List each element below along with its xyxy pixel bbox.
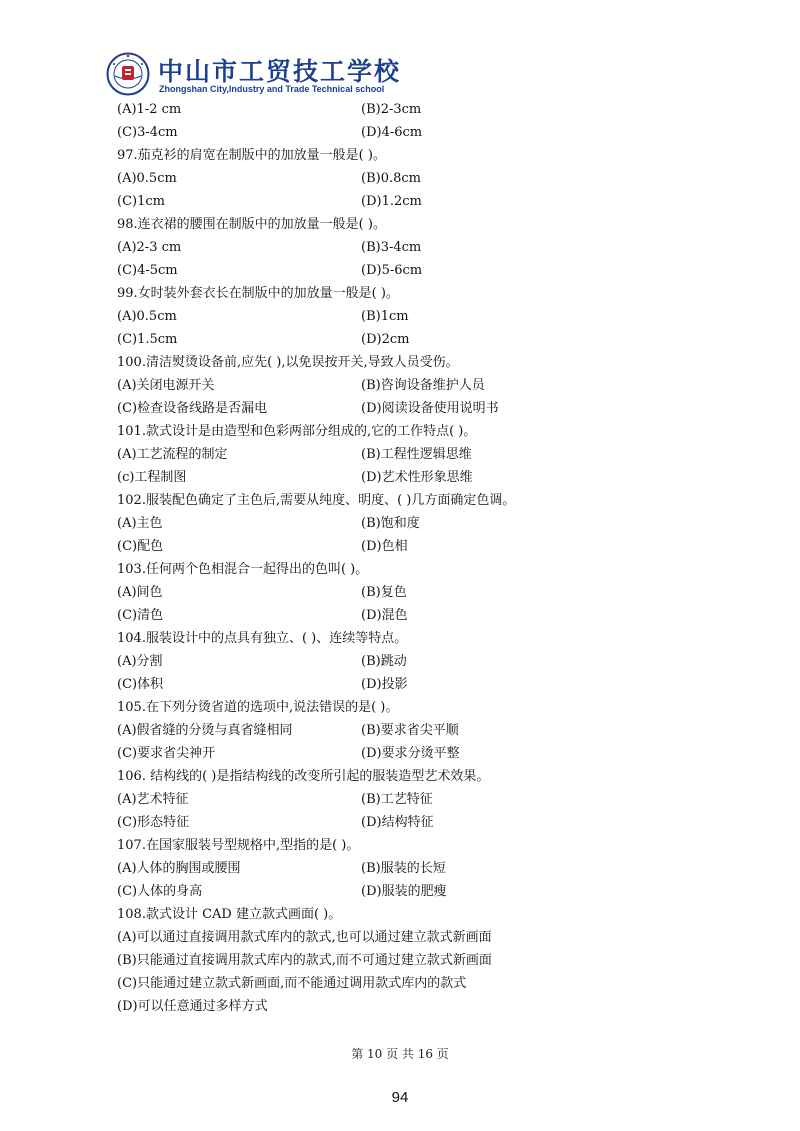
- school-name-english: Zhongshan City,Industry and Trade Technical school: [159, 84, 385, 94]
- option-right: (B)跳动: [361, 654, 407, 669]
- option-row: [117, 236, 697, 259]
- option-right: (B)服装的长短: [361, 861, 446, 876]
- option-right: (D)要求分烫平整: [361, 746, 460, 761]
- option-left: (A)人体的胸围或腰围: [117, 861, 241, 876]
- option-left: (C)形态特征: [117, 815, 190, 830]
- option-left: (A)1-2 cm: [117, 102, 182, 117]
- option-left: (A)主色: [117, 516, 163, 531]
- option-row: [117, 121, 697, 144]
- question-text: 100.清洁熨烫设备前,应先( ),以免误按开关,导致人员受伤。: [117, 355, 459, 370]
- question-text: 103.任何两个色相混合一起得出的色叫( )。: [117, 562, 369, 577]
- option-left: (A)艺术特征: [117, 792, 189, 807]
- option-left: (C)3-4cm: [117, 125, 178, 140]
- option-row: [117, 98, 697, 121]
- option-left: (A)关闭电源开关: [117, 378, 215, 393]
- option-right: (D)服装的肥瘦: [361, 884, 447, 899]
- school-header: [106, 52, 446, 100]
- option-row: [117, 857, 697, 880]
- question-text: 102.服装配色确定了主色后,需要从纯度、明度、( )几方面确定色调。: [117, 493, 516, 508]
- question-text: 105.在下列分烫省道的选项中,说法错误的是( )。: [117, 700, 399, 715]
- option-left: (c)工程制图: [117, 470, 187, 485]
- option-right: (D)结构特征: [361, 815, 434, 830]
- option-right: (B)要求省尖平顺: [361, 723, 459, 738]
- school-name: 中山市工贸技工学校: [158, 57, 402, 86]
- page-info: 第 10 页 共 16 页: [351, 1047, 449, 1061]
- option-row: [117, 811, 697, 834]
- option-right: (D)艺术性形象思维: [361, 470, 473, 485]
- option-row: [117, 650, 697, 673]
- option-left: (A)假省缝的分烫与真省缝相同: [117, 723, 293, 738]
- option-left: (C)1.5cm: [117, 332, 178, 347]
- option-right: (D)色相: [361, 539, 408, 554]
- option-right: (B)0.8cm: [361, 171, 421, 186]
- question-text: 97.茄克衫的肩宽在制版中的加放量一般是( )。: [117, 148, 386, 163]
- option-right: (D)投影: [361, 677, 408, 692]
- option-row: [117, 880, 697, 903]
- option-row: [117, 673, 697, 696]
- option-row: [117, 512, 697, 535]
- question-text: (A)可以通过直接调用款式库内的款式,也可以通过建立款式新画面: [117, 930, 492, 945]
- option-row: [117, 443, 697, 466]
- question-text: 104.服装设计中的点具有独立、( )、连续等特点。: [117, 631, 408, 646]
- option-left: (A)间色: [117, 585, 163, 600]
- option-right: (D)5-6cm: [361, 263, 423, 278]
- option-row: [117, 742, 697, 765]
- option-right: (D)阅读设备使用说明书: [361, 401, 499, 416]
- option-right: (B)3-4cm: [361, 240, 422, 255]
- option-row: [117, 190, 697, 213]
- option-right: (D)2cm: [361, 332, 410, 347]
- option-row: [117, 535, 697, 558]
- option-right: (D)混色: [361, 608, 408, 623]
- question-text: (B)只能通过直接调用款式库内的款式,而不可通过建立款式新画面: [117, 953, 492, 968]
- option-left: (C)要求省尖神开: [117, 746, 216, 761]
- option-left: (A)分割: [117, 654, 163, 669]
- option-right: (B)工艺特征: [361, 792, 433, 807]
- option-row: [117, 581, 697, 604]
- option-right: (B)1cm: [361, 309, 409, 324]
- page-number: 94: [391, 1089, 409, 1106]
- option-row: [117, 328, 697, 351]
- option-row: [117, 397, 697, 420]
- option-right: (D)1.2cm: [361, 194, 422, 209]
- option-row: [117, 374, 697, 397]
- option-row: [117, 466, 697, 489]
- option-left: (A)0.5cm: [117, 171, 177, 186]
- option-left: (C)清色: [117, 608, 164, 623]
- question-text: 98.连衣裙的腰围在制版中的加放量一般是( )。: [117, 217, 386, 232]
- option-right: (D)4-6cm: [361, 125, 423, 140]
- option-right: (B)工程性逻辑思维: [361, 447, 472, 462]
- option-right: (B)复色: [361, 585, 407, 600]
- school-logo-icon: [106, 52, 150, 96]
- option-left: (C)检查设备线路是否漏电: [117, 401, 268, 416]
- option-left: (A)0.5cm: [117, 309, 177, 324]
- option-row: [117, 167, 697, 190]
- question-text: 107.在国家服装号型规格中,型指的是( )。: [117, 838, 360, 853]
- option-row: [117, 259, 697, 282]
- question-text: 108.款式设计 CAD 建立款式画面( )。: [117, 907, 342, 922]
- option-left: (C)4-5cm: [117, 263, 178, 278]
- option-left: (C)配色: [117, 539, 164, 554]
- option-left: (A)工艺流程的制定: [117, 447, 228, 462]
- option-row: [117, 788, 697, 811]
- question-text: 99.女时装外套衣长在制版中的加放量一般是( )。: [117, 286, 399, 301]
- option-right: (B)咨询设备维护人员: [361, 378, 485, 393]
- option-left: (C)1cm: [117, 194, 165, 209]
- option-left: (A)2-3 cm: [117, 240, 182, 255]
- question-text: 101.款式设计是由造型和色彩两部分组成的,它的工作特点( )。: [117, 424, 477, 439]
- option-right: (B)2-3cm: [361, 102, 422, 117]
- question-text: 106. 结构线的( )是指结构线的改变所引起的服装造型艺术效果。: [117, 769, 490, 784]
- question-list: [117, 98, 697, 1018]
- option-left: (C)体积: [117, 677, 164, 692]
- option-row: [117, 719, 697, 742]
- option-right: (B)饱和度: [361, 516, 420, 531]
- option-row: [117, 305, 697, 328]
- option-left: (C)人体的身高: [117, 884, 203, 899]
- option-row: [117, 604, 697, 627]
- question-text: (C)只能通过建立款式新画面,而不能通过调用款式库内的款式: [117, 976, 467, 991]
- question-text: (D)可以任意通过多样方式: [117, 999, 268, 1014]
